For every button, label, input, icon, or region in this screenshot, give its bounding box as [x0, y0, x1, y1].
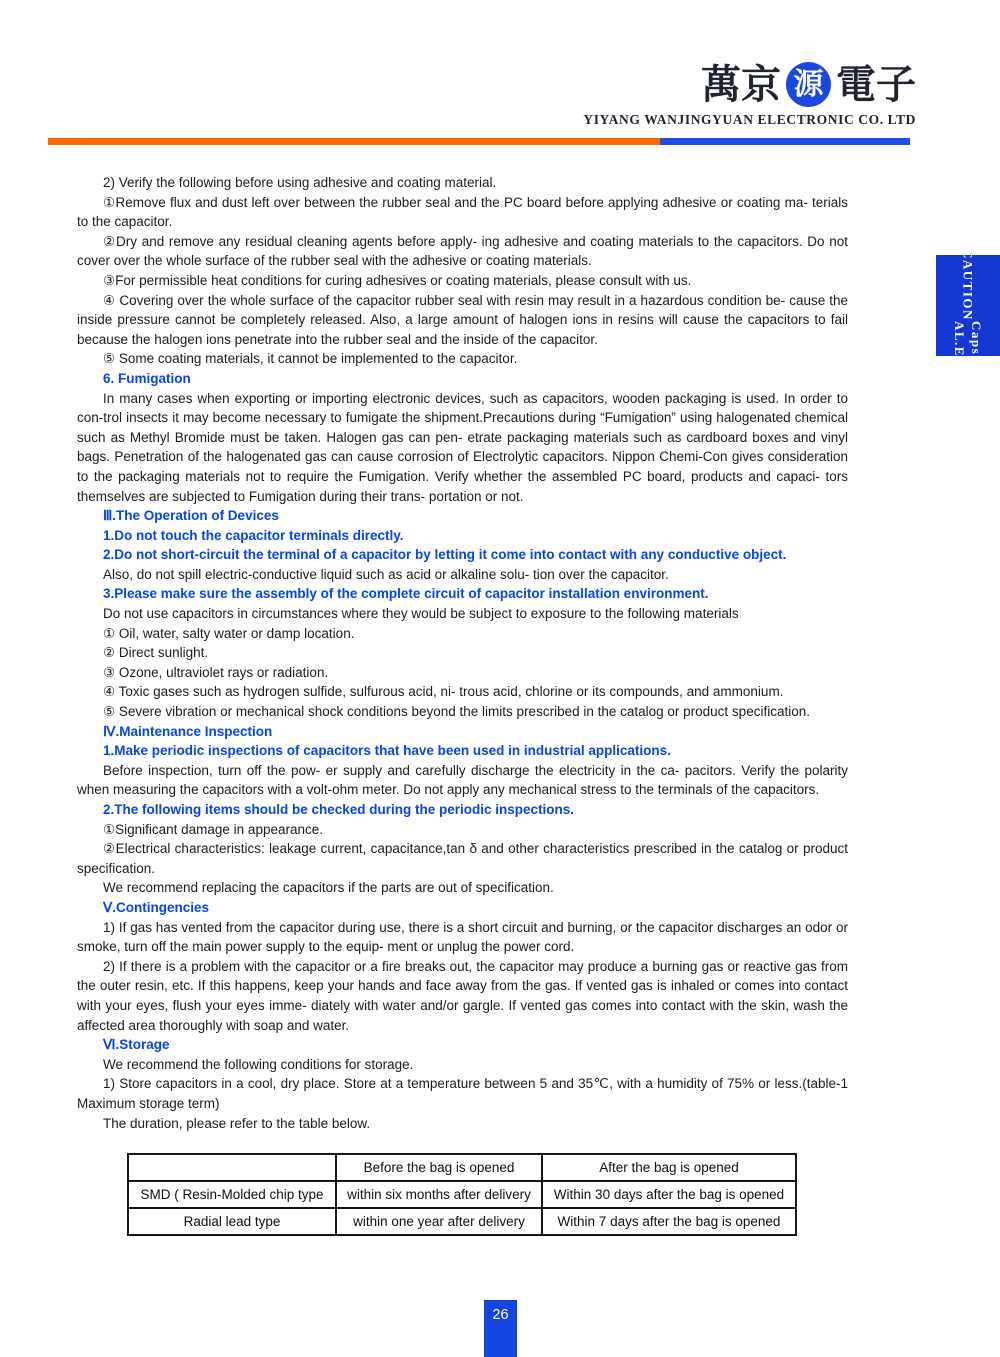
paragraph: ②Dry and remove any residual cleaning agents before apply- ing adhesive and coating materials to the capacitors. Do not cover over the whole surface of the rubber seal with the adhesive or coating materials. — [77, 233, 848, 269]
document-body — [77, 173, 848, 1133]
company-logo — [583, 62, 916, 107]
storage-table-body — [128, 1181, 796, 1235]
paragraph: ② Direct sunlight. — [103, 645, 209, 661]
page-number-badge — [484, 1300, 517, 1357]
table-cell: Within 30 days after the bag is opened — [542, 1181, 796, 1208]
paragraph: Before inspection, turn off the pow- er supply and carefully discharge the electricity in the ca- pacitors. Verify the polarity when measuring the capacitors with a volt-ohm meter. Do not apply any mechanical stress to the terminals of the capacitors. — [77, 762, 848, 798]
table-cell: within six months after delivery — [336, 1181, 542, 1208]
logo-text-left: 萬京 — [701, 62, 781, 107]
section-heading: Ⅳ.Maintenance Inspection — [103, 723, 273, 739]
table-header-row — [128, 1154, 796, 1181]
paragraph: We recommend the following conditions for storage. — [103, 1056, 414, 1072]
section-heading: Ⅵ.Storage — [103, 1037, 170, 1053]
logo-text-right: 電子 — [836, 62, 916, 107]
divider-orange-segment — [48, 138, 660, 145]
side-tab-caution-label: CAUTION — [960, 248, 976, 321]
table-cell: within one year after delivery — [336, 1208, 542, 1235]
page-number: 26 — [492, 1307, 509, 1323]
section-heading: 3.Please make sure the assembly of the complete circuit of capacitor installation environment. — [103, 586, 709, 602]
header-divider — [48, 138, 910, 145]
table-cell: Radial lead type — [128, 1208, 336, 1235]
section-heading: 6. Fumigation — [103, 370, 191, 386]
header — [583, 62, 916, 128]
storage-table-head — [128, 1154, 796, 1181]
paragraph: ① Oil, water, salty water or damp location. — [103, 625, 355, 641]
table-row — [128, 1181, 796, 1208]
paragraph: The duration, please refer to the table below. — [103, 1115, 371, 1131]
paragraph: ①Remove flux and dust left over between the rubber seal and the PC board before applying adhesive or coating ma- terials to the capacitor. — [77, 194, 848, 230]
table-header-cell: After the bag is opened — [542, 1154, 796, 1181]
paragraph: Do not use capacitors in circumstances where they would be subject to exposure to the following materials — [103, 606, 739, 622]
table-cell: SMD ( Resin-Molded chip type — [128, 1181, 336, 1208]
company-name: YIYANG WANJINGYUAN ELECTRONIC CO. LTD — [583, 112, 916, 127]
divider-blue-segment — [660, 138, 910, 145]
section-heading: 1.Do not touch the capacitor terminals directly. — [103, 527, 404, 543]
paragraph: ③ Ozone, ultraviolet rays or radiation. — [103, 664, 329, 680]
paragraph: ①Significant damage in appearance. — [103, 821, 323, 837]
table-cell: Within 7 days after the bag is opened — [542, 1208, 796, 1235]
paragraph: ④ Toxic gases such as hydrogen sulfide, sulfurous acid, ni- trous acid, chlorine or its compounds, and ammonium. — [103, 684, 784, 700]
table-header-cell — [128, 1154, 336, 1181]
paragraph: ③For permissible heat conditions for curing adhesives or coating materials, please consult with us. — [103, 272, 692, 288]
paragraph: In many cases when exporting or importing electronic devices, such as capacitors, wooden packaging is used. In order to con-trol insects it may become necessary to fumigate the shipment.Precautions during “Fumigation” using halogenated chemical such as Methyl Bromide must be taken. Halogen gas can pen- etrate packaging materials such as cardboard boxes and vinyl bags. Penetration of the halogenated gas can cause corrosion of Electrolytic capacitors. Nippon Chemi-Con gives consideration to the packaging materials not to require the Fumigation. Verify whether the assembled PC board, products and capaci- tors themselves are subjected to Fumigation during their trans- portation or not. — [77, 390, 848, 504]
paragraph: ②Electrical characteristics: leakage current, capacitance,tan δ and other characteristics prescribed in the catalog or product specification. — [77, 841, 848, 876]
table-row — [128, 1208, 796, 1235]
paragraph: ④ Covering over the whole surface of the capacitor rubber seal with resin may result in a hazardous condition be- cause the inside pressure cannot be completely released. Also, a large amount of halogen ions in resins will cause the capacitors to fail because the halogen ions penetrate into the rubber seal and the inside of the capacitor. — [77, 292, 848, 347]
section-heading: 2.The following items should be checked during the periodic inspections. — [103, 802, 575, 817]
table-header-cell: Before the bag is opened — [336, 1154, 542, 1181]
paragraph: We recommend replacing the capacitors if the parts are out of specification. — [103, 880, 554, 896]
logo-circle-icon: 源 — [786, 62, 831, 107]
paragraph: 2) If there is a problem with the capacitor or a fire breaks out, the capacitor may produce a burning gas or reactive gas from the outer resin, etc. If this happens, keep your hands and face away from the gas. If vented gas is inhaled or comes into contact with your eyes, flush your eyes imme- diately with water and/or gargle. If vented gas comes into contact with the skin, wash the affected area thoroughly with soap and water. — [77, 958, 848, 1033]
section-heading: Ⅲ.The Operation of Devices — [103, 508, 279, 524]
paragraph: 1) If gas has vented from the capacitor during use, there is a short circuit and burning, or the capacitor discharges an odor or smoke, turn off the main power supply to the equip- ment or unplug the power cord. — [77, 919, 848, 955]
section-heading: 1.Make periodic inspections of capacitors that have been used in industrial applications. — [103, 743, 671, 759]
section-heading: 2.Do not short-circuit the terminal of a capacitor by letting it come into contact with any conductive object. — [103, 547, 787, 563]
side-tab-product-label: AL.E-Caps — [952, 320, 984, 363]
storage-term-table — [127, 1153, 797, 1236]
paragraph: Also, do not spill electric-conductive liquid such as acid or alkaline solu- tion over the capacitor. — [103, 566, 669, 582]
paragraph: ⑤ Some coating materials, it cannot be implemented to the capacitor. — [103, 351, 518, 367]
paragraph: 2) Verify the following before using adhesive and coating material. — [103, 175, 497, 190]
paragraph: 1) Store capacitors in a cool, dry place. Store at a temperature between 5 and 35℃, with a humidity of 75% or less.(table-1 Maximum storage term) — [77, 1076, 848, 1111]
paragraph: ⑤ Severe vibration or mechanical shock conditions beyond the limits prescribed in the catalog or product specification. — [103, 704, 810, 720]
caution-side-tab — [936, 248, 1000, 363]
section-heading: Ⅴ.Contingencies — [103, 899, 209, 915]
